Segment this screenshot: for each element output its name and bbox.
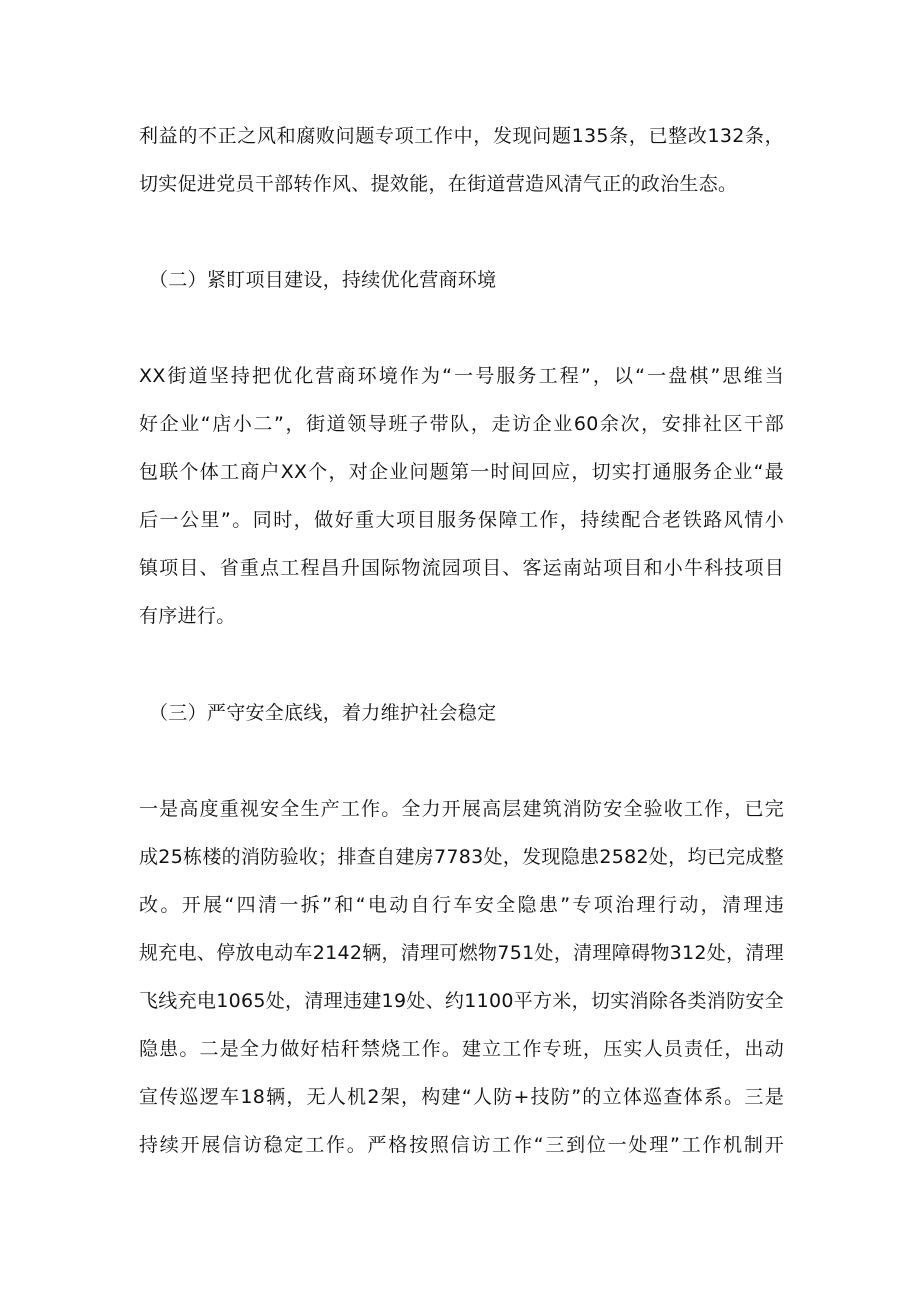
paragraph-3-line-6: 隐患。二是全力做好桔秆禁烧工作。建立工作专班，压实人员责任，出动 (139, 1038, 784, 1060)
paragraph-3-line-7: 宣传巡逻车18辆，无人机2架，构建“人防+技防”的立体巡查体系。三是 (139, 1086, 784, 1108)
paragraph-2-line-3: 包联个体工商户XX个，对企业问题第一时间回应，切实打通服务企业“最 (139, 461, 784, 483)
paragraph-2-line-1: XX街道坚持把优化营商环境作为“一号服务工程”，以“一盘棋”思维当 (139, 365, 784, 387)
paragraph-1-line-2: 切实促进党员干部转作风、提效能，在街道营造风清气正的政治生态。 (139, 173, 738, 195)
paragraph-3-line-3: 改。开展“四清一拆”和“电动自行车安全隐患”专项治理行动，清理违 (139, 894, 784, 916)
section-heading-2: （二）紧盯项目建设，持续优化营商环境 (149, 269, 497, 291)
paragraph-2-line-6: 有序进行。 (139, 605, 236, 627)
paragraph-1-line-1: 利益的不正之风和腐败问题专项工作中，发现问题135条，已整改132条， (139, 125, 784, 147)
paragraph-2-line-4: 后一公里”。同时，做好重大项目服务保障工作，持续配合老铁路风情小 (139, 509, 784, 531)
paragraph-3-line-2: 成25栋楼的消防验收；排查自建房7783处，发现隐患2582处，均已完成整 (139, 846, 784, 868)
paragraph-3-line-8: 持续开展信访稳定工作。严格按照信访工作“三到位一处理”工作机制开 (139, 1134, 784, 1156)
paragraph-3-line-4: 规充电、停放电动车2142辆，清理可燃物751处，清理障碍物312处，清理 (139, 942, 784, 964)
paragraph-2-line-2: 好企业“店小二”，街道领导班子带队，走访企业60余次，安排社区干部 (139, 413, 784, 435)
section-heading-3: （三）严守安全底线，着力维护社会稳定 (149, 702, 497, 724)
paragraph-2-line-5: 镇项目、省重点工程昌升国际物流园项目、客运南站项目和小牛科技项目 (139, 557, 784, 579)
paragraph-3-line-5: 飞线充电1065处，清理违建19处、约1100平方米，切实消除各类消防安全 (139, 990, 784, 1012)
paragraph-3-line-1: 一是高度重视安全生产工作。全力开展高层建筑消防安全验收工作，已完 (139, 798, 784, 820)
